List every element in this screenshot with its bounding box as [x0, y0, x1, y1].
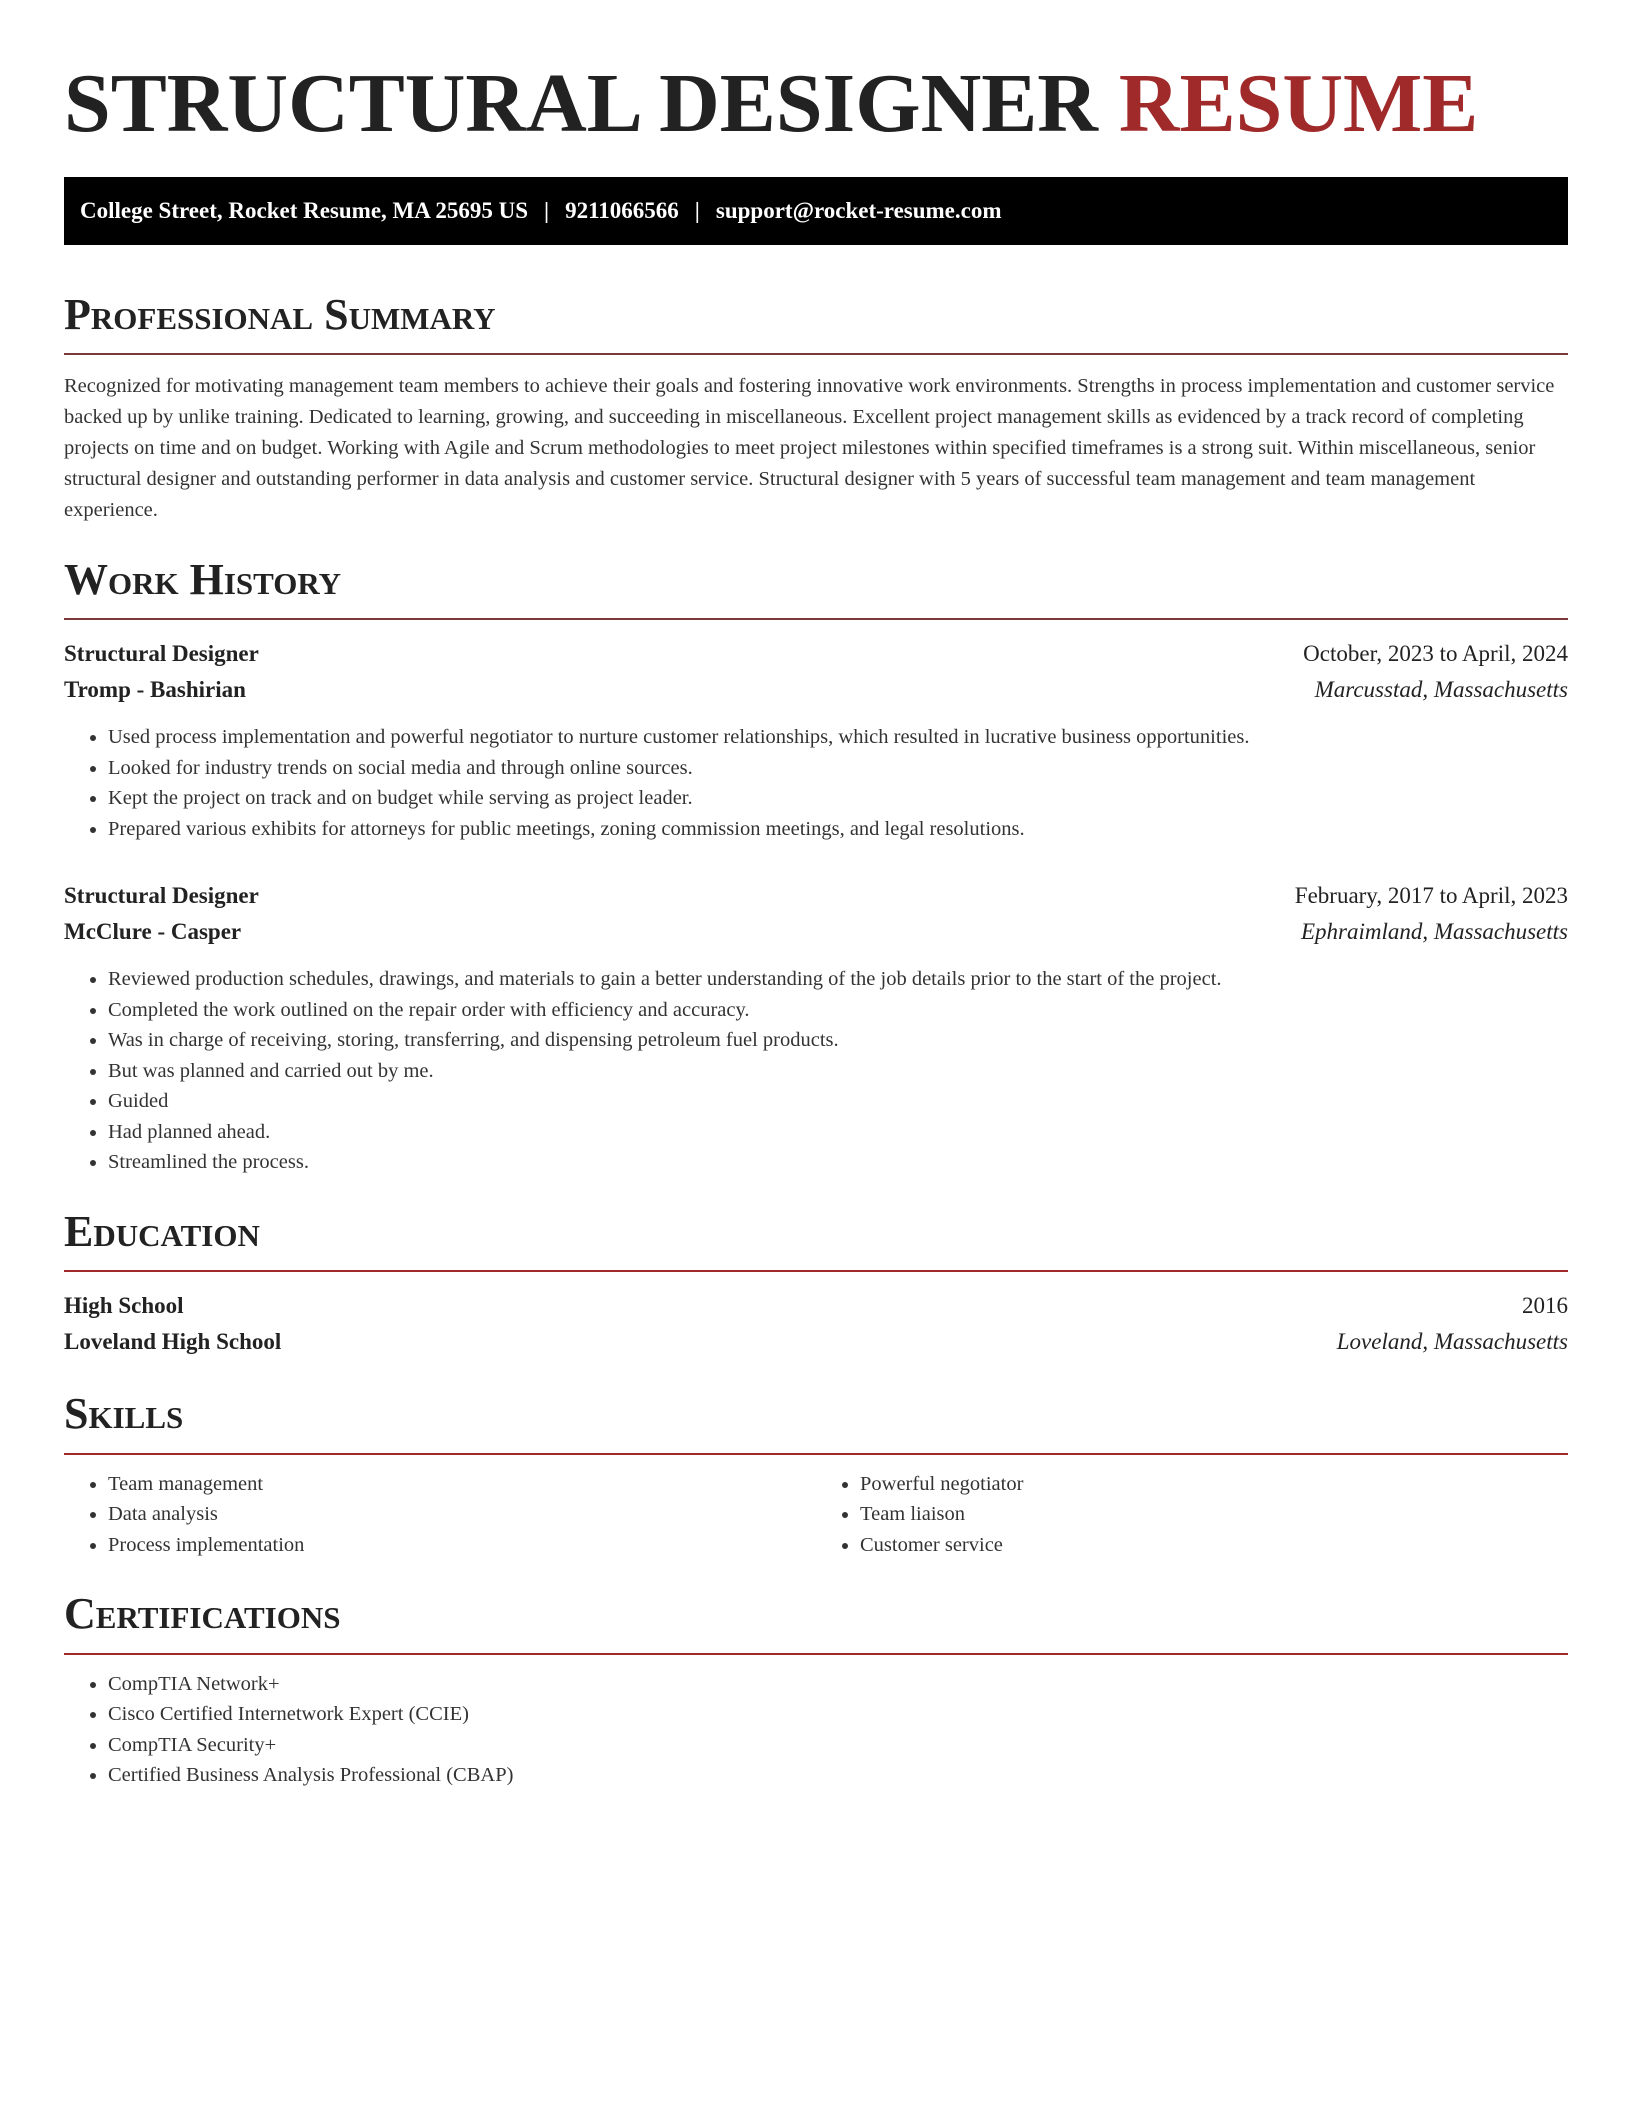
list-item: • CompTIA Security+	[108, 1730, 1568, 1761]
skills-grid	[64, 1469, 1568, 1561]
education-year: 2016	[1522, 1293, 1568, 1319]
job-header-row	[64, 636, 1568, 672]
list-item: • Guided	[108, 1086, 1568, 1117]
section-divider	[64, 618, 1568, 620]
job-dates: October, 2023 to April, 2024	[1303, 641, 1568, 667]
job-company-row	[64, 914, 1568, 950]
list-item: • Customer service	[860, 1530, 1568, 1561]
job-title: Structural Designer	[64, 883, 259, 909]
skills-list-left	[64, 1469, 816, 1561]
job-dates: February, 2017 to April, 2023	[1294, 883, 1568, 909]
list-item: • Team management	[108, 1469, 816, 1500]
list-item: • Cisco Certified Internetwork Expert (CCIE)	[108, 1699, 1568, 1730]
list-item: • Data analysis	[108, 1499, 816, 1530]
summary-heading: Professional Summary	[64, 289, 496, 339]
section-divider	[64, 1453, 1568, 1455]
job-header-row	[64, 878, 1568, 914]
education-entry	[64, 1288, 1568, 1360]
education-location: Loveland, Massachusetts	[1336, 1329, 1568, 1355]
list-item: • CompTIA Network+	[108, 1669, 1568, 1700]
work-history-heading: Work History	[64, 554, 342, 604]
education-header-row	[64, 1288, 1568, 1324]
skills-list-right	[816, 1469, 1568, 1561]
education-degree: High School	[64, 1293, 184, 1319]
list-item: • Powerful negotiator	[860, 1469, 1568, 1500]
education-school: Loveland High School	[64, 1329, 282, 1355]
job-duties-list	[64, 964, 1568, 1178]
list-item: • Team liaison	[860, 1499, 1568, 1530]
education-school-row	[64, 1324, 1568, 1360]
summary-text: Recognized for motivating management team members to achieve their goals and fostering innovative work environments. Strengths in process implementation and customer service backed up by unlike training. Dedicated to learning, growing, and succeeding in miscellaneous. Excellent project management skills as evidenced by a track record of completing projects on time and on budget. Working with Agile and Scrum methodologies to meet project milestones within specified timeframes is a strong suit. Within miscellaneous, senior structural designer and outstanding performer in data analysis and customer service. Structural designer with 5 years of successful team management and team management experience.	[64, 374, 1555, 521]
title-accent: RESUME	[1118, 57, 1479, 150]
certifications-list	[64, 1669, 1568, 1791]
list-item: • Certified Business Analysis Professional (CBAP)	[108, 1760, 1568, 1791]
job-duties-list	[64, 722, 1568, 844]
page-title	[64, 56, 1568, 153]
certifications-heading: Certifications	[64, 1589, 341, 1639]
contact-email: support@rocket-resume.com	[715, 197, 1002, 223]
job-entry	[64, 636, 1568, 844]
job-entry	[64, 878, 1568, 1178]
contact-separator: |	[694, 197, 700, 223]
list-item: • Was in charge of receiving, storing, transferring, and dispensing petroleum fuel products.	[108, 1025, 1568, 1056]
section-divider	[64, 353, 1568, 355]
list-item: • Prepared various exhibits for attorneys for public meetings, zoning commission meetings, and legal resolutions.	[108, 814, 1568, 845]
contact-phone: 9211066566	[565, 197, 679, 223]
job-title: Structural Designer	[64, 641, 259, 667]
education-heading: Education	[64, 1206, 260, 1256]
list-item: • Completed the work outlined on the repair order with efficiency and accuracy.	[108, 995, 1568, 1026]
list-item: • Reviewed production schedules, drawings, and materials to gain a better understanding of the job details prior to the start of the project.	[108, 964, 1568, 995]
job-company: McClure - Casper	[64, 919, 242, 945]
list-item: • But was planned and carried out by me.	[108, 1056, 1568, 1087]
list-item: • Streamlined the process.	[108, 1147, 1568, 1178]
list-item: • Looked for industry trends on social media and through online sources.	[108, 753, 1568, 784]
job-location: Ephraimland, Massachusetts	[1300, 919, 1568, 945]
contact-address: College Street, Rocket Resume, MA 25695 US	[80, 197, 528, 223]
job-company: Tromp - Bashirian	[64, 677, 246, 703]
job-location: Marcusstad, Massachusetts	[1314, 677, 1568, 703]
section-divider	[64, 1270, 1568, 1272]
job-company-row	[64, 672, 1568, 708]
list-item: • Kept the project on track and on budget while serving as project leader.	[108, 783, 1568, 814]
contact-bar	[64, 177, 1568, 245]
list-item: • Used process implementation and powerful negotiator to nurture customer relationships, which resulted in lucrative business opportunities.	[108, 722, 1568, 753]
contact-separator: |	[543, 197, 550, 223]
skills-heading: Skills	[64, 1389, 184, 1439]
section-divider	[64, 1653, 1568, 1655]
list-item: • Had planned ahead.	[108, 1117, 1568, 1148]
list-item: • Process implementation	[108, 1530, 816, 1561]
title-main: STRUCTURAL DESIGNER	[64, 57, 1098, 150]
